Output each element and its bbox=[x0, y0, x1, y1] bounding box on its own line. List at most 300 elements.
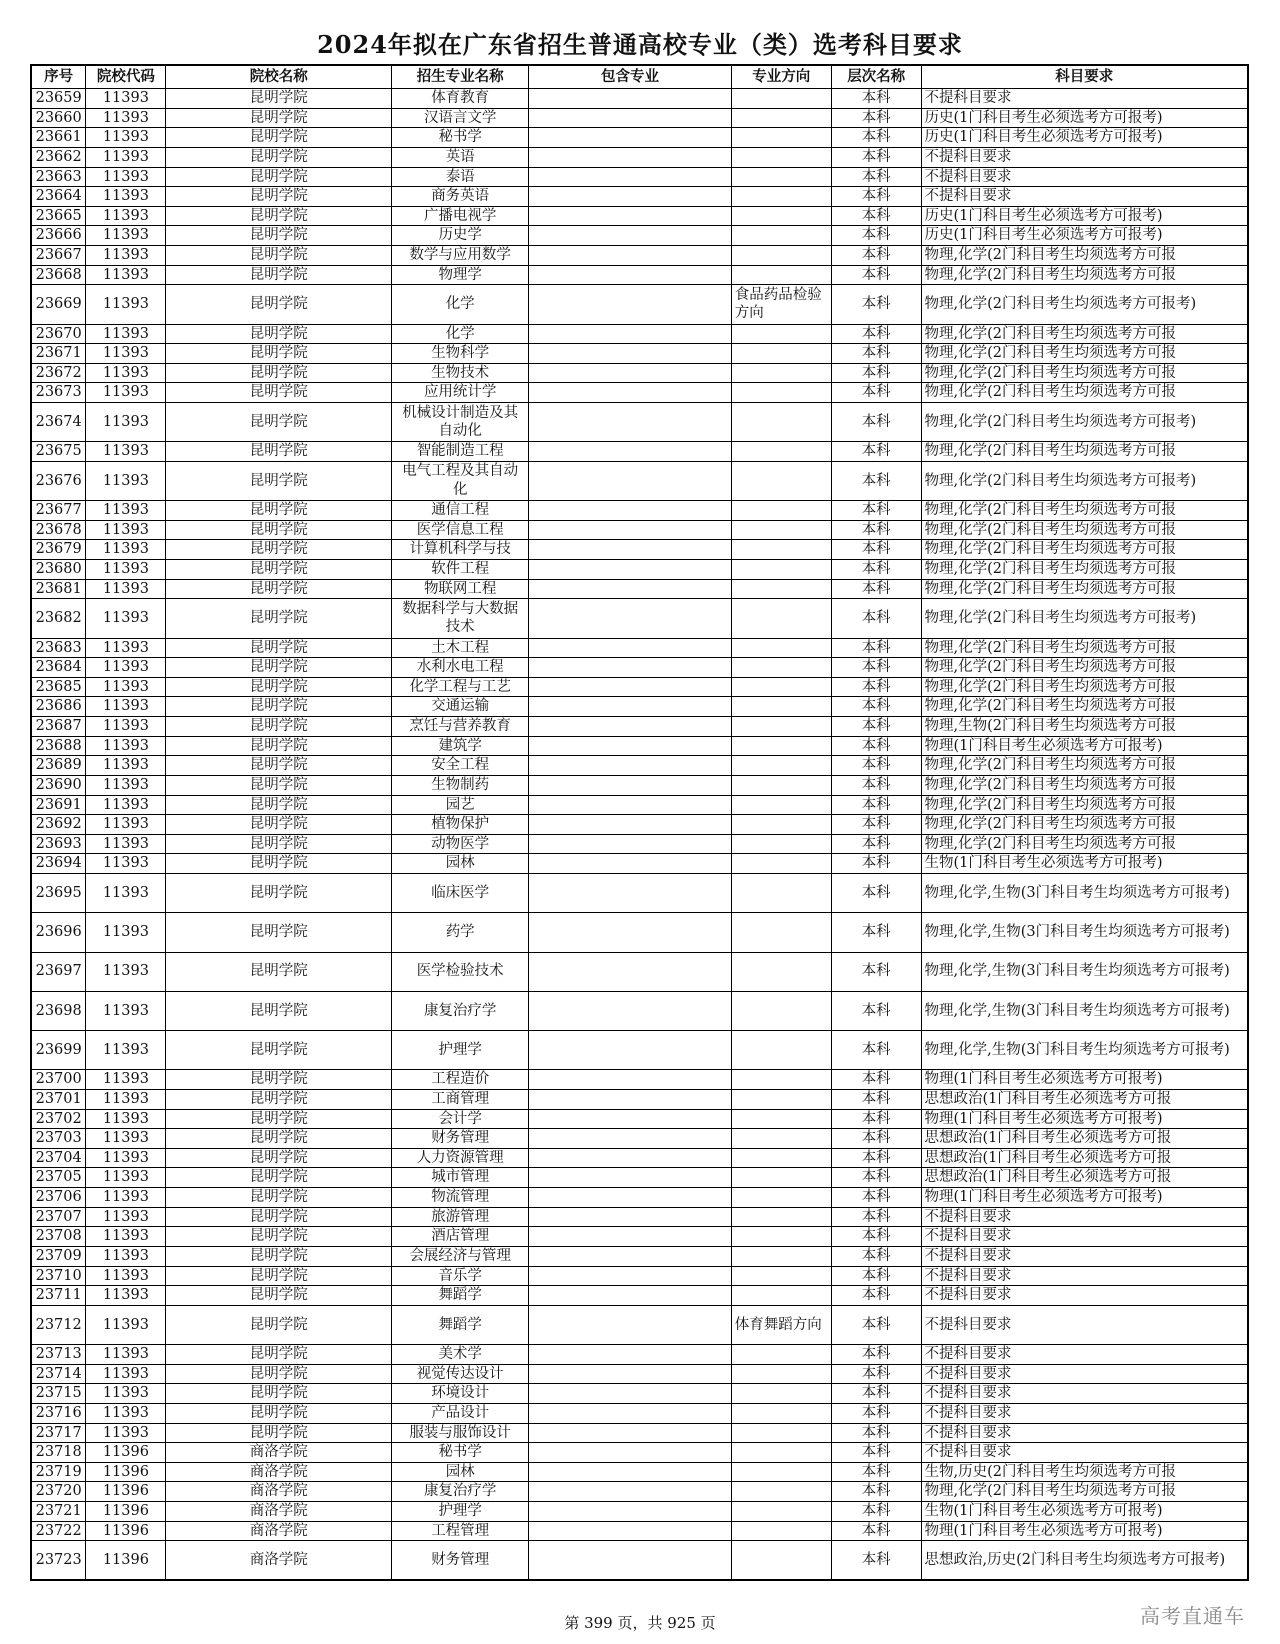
cell-included-majors bbox=[529, 403, 731, 442]
cell-index: 23675 bbox=[31, 442, 86, 462]
cell-index: 23691 bbox=[31, 795, 86, 815]
cell-major-direction bbox=[731, 89, 831, 109]
cell-subject-requirement: 物理,化学(2门科目考生均须选考方可报 bbox=[921, 658, 1248, 678]
cell-school-name: 昆明学院 bbox=[166, 775, 392, 795]
cell-index: 23684 bbox=[31, 658, 86, 678]
table-row bbox=[31, 775, 1248, 795]
table-row bbox=[31, 1109, 1248, 1129]
cell-school-name: 昆明学院 bbox=[166, 1345, 392, 1365]
cell-included-majors bbox=[529, 363, 731, 383]
cell-major-name: 物联网工程 bbox=[392, 579, 529, 599]
cell-school-code: 11393 bbox=[86, 1148, 166, 1168]
cell-subject-requirement: 不提科目要求 bbox=[921, 1286, 1248, 1306]
cell-school-name: 昆明学院 bbox=[166, 599, 392, 638]
table-row bbox=[31, 717, 1248, 737]
cell-level: 本科 bbox=[831, 560, 921, 580]
cell-major-name: 生物制药 bbox=[392, 775, 529, 795]
table-row bbox=[31, 363, 1248, 383]
cell-major-direction bbox=[731, 1207, 831, 1227]
cell-major-direction bbox=[731, 324, 831, 344]
cell-school-name: 商洛学院 bbox=[166, 1502, 392, 1522]
cell-index: 23707 bbox=[31, 1207, 86, 1227]
cell-included-majors bbox=[529, 1266, 731, 1286]
cell-school-code: 11393 bbox=[86, 1423, 166, 1443]
table-row bbox=[31, 697, 1248, 717]
cell-subject-requirement: 物理,化学(2门科目考生均须选考方可报 bbox=[921, 834, 1248, 854]
cell-included-majors bbox=[529, 147, 731, 167]
table-row bbox=[31, 677, 1248, 697]
cell-school-name: 昆明学院 bbox=[166, 89, 392, 109]
cell-level: 本科 bbox=[831, 147, 921, 167]
cell-school-code: 11393 bbox=[86, 697, 166, 717]
cell-included-majors bbox=[529, 874, 731, 913]
cell-school-code: 11393 bbox=[86, 206, 166, 226]
table-row bbox=[31, 403, 1248, 442]
cell-index: 23711 bbox=[31, 1286, 86, 1306]
cell-school-name: 商洛学院 bbox=[166, 1462, 392, 1482]
cell-subject-requirement: 不提科目要求 bbox=[921, 167, 1248, 187]
cell-level: 本科 bbox=[831, 854, 921, 874]
cell-level: 本科 bbox=[831, 736, 921, 756]
cell-school-code: 11393 bbox=[86, 324, 166, 344]
cell-included-majors bbox=[529, 1109, 731, 1129]
cell-index: 23687 bbox=[31, 717, 86, 737]
cell-index: 23721 bbox=[31, 1502, 86, 1522]
cell-included-majors bbox=[529, 991, 731, 1030]
cell-level: 本科 bbox=[831, 285, 921, 324]
cell-school-name: 昆明学院 bbox=[166, 874, 392, 913]
cell-major-name: 康复治疗学 bbox=[392, 991, 529, 1030]
cell-school-code: 11393 bbox=[86, 1266, 166, 1286]
cell-major-direction bbox=[731, 147, 831, 167]
cell-level: 本科 bbox=[831, 344, 921, 364]
cell-school-code: 11393 bbox=[86, 560, 166, 580]
cell-subject-requirement: 物理,化学(2门科目考生均须选考方可报 bbox=[921, 1482, 1248, 1502]
cell-major-direction bbox=[731, 1286, 831, 1306]
cell-subject-requirement: 物理(1门科目考生必须选考方可报考) bbox=[921, 1188, 1248, 1208]
cell-major-name: 化学 bbox=[392, 285, 529, 324]
cell-subject-requirement: 物理,化学(2门科目考生均须选考方可报 bbox=[921, 815, 1248, 835]
cell-major-direction bbox=[731, 560, 831, 580]
cell-major-direction bbox=[731, 815, 831, 835]
table-row bbox=[31, 1345, 1248, 1365]
table-row bbox=[31, 1129, 1248, 1149]
cell-level: 本科 bbox=[831, 756, 921, 776]
table-row bbox=[31, 658, 1248, 678]
cell-included-majors bbox=[529, 226, 731, 246]
table-row bbox=[31, 442, 1248, 462]
cell-school-name: 昆明学院 bbox=[166, 285, 392, 324]
cell-index: 23682 bbox=[31, 599, 86, 638]
cell-included-majors bbox=[529, 1286, 731, 1306]
cell-school-name: 昆明学院 bbox=[166, 1070, 392, 1090]
cell-school-name: 昆明学院 bbox=[166, 854, 392, 874]
cell-school-code: 11393 bbox=[86, 1227, 166, 1247]
cell-level: 本科 bbox=[831, 1129, 921, 1149]
cell-index: 23673 bbox=[31, 383, 86, 403]
cell-school-name: 昆明学院 bbox=[166, 1168, 392, 1188]
cell-subject-requirement: 物理,化学(2门科目考生均须选考方可报考) bbox=[921, 599, 1248, 638]
cell-level: 本科 bbox=[831, 108, 921, 128]
cell-included-majors bbox=[529, 1462, 731, 1482]
table-row bbox=[31, 285, 1248, 324]
cell-included-majors bbox=[529, 383, 731, 403]
cell-index: 23672 bbox=[31, 363, 86, 383]
cell-school-code: 11393 bbox=[86, 1403, 166, 1423]
cell-subject-requirement: 不提科目要求 bbox=[921, 1364, 1248, 1384]
table-row bbox=[31, 1148, 1248, 1168]
cell-major-direction bbox=[731, 1364, 831, 1384]
cell-major-name: 工商管理 bbox=[392, 1089, 529, 1109]
cell-subject-requirement: 物理,化学(2门科目考生均须选考方可报 bbox=[921, 540, 1248, 560]
cell-school-name: 昆明学院 bbox=[166, 403, 392, 442]
cell-included-majors bbox=[529, 1227, 731, 1247]
cell-school-code: 11393 bbox=[86, 540, 166, 560]
cell-index: 23723 bbox=[31, 1541, 86, 1580]
cell-subject-requirement: 物理,化学(2门科目考生均须选考方可报考) bbox=[921, 403, 1248, 442]
table-row bbox=[31, 599, 1248, 638]
cell-major-name: 物理学 bbox=[392, 265, 529, 285]
cell-school-name: 昆明学院 bbox=[166, 1403, 392, 1423]
cell-school-code: 11393 bbox=[86, 1384, 166, 1404]
cell-index: 23714 bbox=[31, 1364, 86, 1384]
cell-school-name: 昆明学院 bbox=[166, 501, 392, 521]
cell-subject-requirement: 物理,化学(2门科目考生均须选考方可报 bbox=[921, 501, 1248, 521]
cell-school-code: 11393 bbox=[86, 344, 166, 364]
cell-included-majors bbox=[529, 1246, 731, 1266]
cell-included-majors bbox=[529, 1070, 731, 1090]
cell-school-code: 11393 bbox=[86, 1109, 166, 1129]
cell-included-majors bbox=[529, 756, 731, 776]
table-row bbox=[31, 756, 1248, 776]
cell-included-majors bbox=[529, 1148, 731, 1168]
cell-major-name: 智能制造工程 bbox=[392, 442, 529, 462]
cell-level: 本科 bbox=[831, 1246, 921, 1266]
cell-level: 本科 bbox=[831, 383, 921, 403]
cell-level: 本科 bbox=[831, 775, 921, 795]
cell-school-name: 昆明学院 bbox=[166, 1109, 392, 1129]
cell-included-majors bbox=[529, 128, 731, 148]
cell-index: 23676 bbox=[31, 461, 86, 500]
cell-school-name: 昆明学院 bbox=[166, 952, 392, 991]
cell-level: 本科 bbox=[831, 1443, 921, 1463]
cell-subject-requirement: 物理,化学(2门科目考生均须选考方可报 bbox=[921, 579, 1248, 599]
cell-major-name: 数学与应用数学 bbox=[392, 246, 529, 266]
cell-included-majors bbox=[529, 108, 731, 128]
cell-index: 23671 bbox=[31, 344, 86, 364]
cell-school-name: 昆明学院 bbox=[166, 1129, 392, 1149]
cell-included-majors bbox=[529, 1521, 731, 1541]
col-header-included-majors: 包含专业 bbox=[529, 65, 731, 89]
cell-school-code: 11393 bbox=[86, 1070, 166, 1090]
cell-level: 本科 bbox=[831, 442, 921, 462]
brand-watermark: 高考直通车 bbox=[1140, 1604, 1245, 1628]
cell-included-majors bbox=[529, 1502, 731, 1522]
cell-index: 23689 bbox=[31, 756, 86, 776]
cell-included-majors bbox=[529, 599, 731, 638]
cell-index: 23663 bbox=[31, 167, 86, 187]
cell-major-name: 人力资源管理 bbox=[392, 1148, 529, 1168]
cell-major-direction bbox=[731, 991, 831, 1030]
cell-major-name: 工程造价 bbox=[392, 1070, 529, 1090]
cell-major-name: 生物科学 bbox=[392, 344, 529, 364]
cell-school-code: 11393 bbox=[86, 991, 166, 1030]
cell-major-name: 临床医学 bbox=[392, 874, 529, 913]
table-row bbox=[31, 226, 1248, 246]
table-row bbox=[31, 540, 1248, 560]
cell-school-code: 11396 bbox=[86, 1502, 166, 1522]
table-row bbox=[31, 344, 1248, 364]
cell-school-code: 11393 bbox=[86, 108, 166, 128]
cell-included-majors bbox=[529, 815, 731, 835]
cell-school-name: 昆明学院 bbox=[166, 167, 392, 187]
cell-index: 23664 bbox=[31, 187, 86, 207]
cell-major-name: 物流管理 bbox=[392, 1188, 529, 1208]
cell-subject-requirement: 物理,化学,生物(3门科目考生均须选考方可报考) bbox=[921, 913, 1248, 952]
table-row bbox=[31, 952, 1248, 991]
cell-school-name: 昆明学院 bbox=[166, 1364, 392, 1384]
cell-major-direction bbox=[731, 442, 831, 462]
cell-subject-requirement: 不提科目要求 bbox=[921, 1305, 1248, 1344]
cell-major-direction bbox=[731, 1384, 831, 1404]
cell-school-code: 11393 bbox=[86, 677, 166, 697]
cell-school-name: 商洛学院 bbox=[166, 1541, 392, 1580]
cell-included-majors bbox=[529, 834, 731, 854]
cell-included-majors bbox=[529, 1541, 731, 1580]
table-row bbox=[31, 108, 1248, 128]
cell-level: 本科 bbox=[831, 1462, 921, 1482]
cell-school-name: 昆明学院 bbox=[166, 226, 392, 246]
cell-major-direction bbox=[731, 206, 831, 226]
table-row bbox=[31, 520, 1248, 540]
cell-index: 23717 bbox=[31, 1423, 86, 1443]
table-row bbox=[31, 1207, 1248, 1227]
table-row bbox=[31, 383, 1248, 403]
cell-subject-requirement: 物理,化学(2门科目考生均须选考方可报 bbox=[921, 560, 1248, 580]
cell-subject-requirement: 物理,化学(2门科目考生均须选考方可报 bbox=[921, 775, 1248, 795]
table-row bbox=[31, 795, 1248, 815]
cell-index: 23662 bbox=[31, 147, 86, 167]
cell-included-majors bbox=[529, 1207, 731, 1227]
cell-major-name: 数据科学与大数据技术 bbox=[392, 599, 529, 638]
cell-index: 23719 bbox=[31, 1462, 86, 1482]
cell-major-name: 护理学 bbox=[392, 1502, 529, 1522]
cell-major-name: 英语 bbox=[392, 147, 529, 167]
cell-subject-requirement: 物理,化学(2门科目考生均须选考方可报 bbox=[921, 756, 1248, 776]
cell-subject-requirement: 物理,化学(2门科目考生均须选考方可报 bbox=[921, 383, 1248, 403]
cell-school-code: 11393 bbox=[86, 1031, 166, 1070]
cell-level: 本科 bbox=[831, 206, 921, 226]
cell-major-name: 安全工程 bbox=[392, 756, 529, 776]
cell-subject-requirement: 生物(1门科目考生必须选考方可报考) bbox=[921, 854, 1248, 874]
cell-school-code: 11396 bbox=[86, 1482, 166, 1502]
cell-included-majors bbox=[529, 285, 731, 324]
cell-school-name: 昆明学院 bbox=[166, 344, 392, 364]
cell-included-majors bbox=[529, 501, 731, 521]
cell-included-majors bbox=[529, 1364, 731, 1384]
cell-school-name: 昆明学院 bbox=[166, 1384, 392, 1404]
cell-major-direction bbox=[731, 854, 831, 874]
cell-subject-requirement: 思想政治(1门科目考生必须选考方可报 bbox=[921, 1148, 1248, 1168]
cell-included-majors bbox=[529, 697, 731, 717]
cell-level: 本科 bbox=[831, 128, 921, 148]
cell-major-name: 计算机科学与技 bbox=[392, 540, 529, 560]
table-row bbox=[31, 206, 1248, 226]
cell-major-direction bbox=[731, 1462, 831, 1482]
cell-level: 本科 bbox=[831, 717, 921, 737]
cell-level: 本科 bbox=[831, 89, 921, 109]
cell-major-direction bbox=[731, 1168, 831, 1188]
cell-level: 本科 bbox=[831, 1168, 921, 1188]
cell-major-name: 舞蹈学 bbox=[392, 1286, 529, 1306]
cell-major-name: 建筑学 bbox=[392, 736, 529, 756]
cell-major-name: 美术学 bbox=[392, 1345, 529, 1365]
cell-school-code: 11393 bbox=[86, 874, 166, 913]
cell-index: 23705 bbox=[31, 1168, 86, 1188]
cell-major-name: 烹饪与营养教育 bbox=[392, 717, 529, 737]
table-row bbox=[31, 834, 1248, 854]
cell-school-name: 昆明学院 bbox=[166, 736, 392, 756]
cell-major-direction bbox=[731, 658, 831, 678]
cell-school-name: 昆明学院 bbox=[166, 795, 392, 815]
cell-level: 本科 bbox=[831, 1502, 921, 1522]
cell-major-direction bbox=[731, 913, 831, 952]
cell-major-direction bbox=[731, 461, 831, 500]
table-row bbox=[31, 1266, 1248, 1286]
cell-school-code: 11393 bbox=[86, 383, 166, 403]
cell-subject-requirement: 物理,化学(2门科目考生均须选考方可报 bbox=[921, 697, 1248, 717]
cell-major-direction bbox=[731, 736, 831, 756]
table-row bbox=[31, 1168, 1248, 1188]
cell-subject-requirement: 思想政治,历史(2门科目考生均须选考方可报考) bbox=[921, 1541, 1248, 1580]
cell-major-name: 交通运输 bbox=[392, 697, 529, 717]
cell-included-majors bbox=[529, 795, 731, 815]
cell-index: 23680 bbox=[31, 560, 86, 580]
cell-level: 本科 bbox=[831, 1423, 921, 1443]
cell-included-majors bbox=[529, 913, 731, 952]
cell-included-majors bbox=[529, 952, 731, 991]
cell-school-name: 昆明学院 bbox=[166, 579, 392, 599]
cell-school-name: 昆明学院 bbox=[166, 1148, 392, 1168]
col-header-school-code: 院校代码 bbox=[86, 65, 166, 89]
cell-major-direction bbox=[731, 1227, 831, 1247]
cell-major-direction bbox=[731, 756, 831, 776]
cell-school-name: 昆明学院 bbox=[166, 363, 392, 383]
cell-school-name: 昆明学院 bbox=[166, 265, 392, 285]
table-row bbox=[31, 1089, 1248, 1109]
cell-school-name: 商洛学院 bbox=[166, 1521, 392, 1541]
cell-major-direction bbox=[731, 1345, 831, 1365]
cell-major-name: 商务英语 bbox=[392, 187, 529, 207]
cell-included-majors bbox=[529, 560, 731, 580]
cell-school-name: 昆明学院 bbox=[166, 717, 392, 737]
cell-major-name: 会展经济与管理 bbox=[392, 1246, 529, 1266]
cell-major-name: 历史学 bbox=[392, 226, 529, 246]
cell-included-majors bbox=[529, 540, 731, 560]
cell-major-direction bbox=[731, 1109, 831, 1129]
cell-level: 本科 bbox=[831, 834, 921, 854]
document-title: 2024年拟在广东省招生普通高校专业（类）选考科目要求 bbox=[317, 30, 963, 59]
cell-school-name: 昆明学院 bbox=[166, 1188, 392, 1208]
cell-included-majors bbox=[529, 206, 731, 226]
cell-major-name: 软件工程 bbox=[392, 560, 529, 580]
cell-level: 本科 bbox=[831, 1364, 921, 1384]
cell-major-name: 医学信息工程 bbox=[392, 520, 529, 540]
cell-index: 23660 bbox=[31, 108, 86, 128]
cell-major-direction bbox=[731, 638, 831, 658]
cell-school-code: 11393 bbox=[86, 403, 166, 442]
cell-index: 23668 bbox=[31, 265, 86, 285]
table-row bbox=[31, 1070, 1248, 1090]
cell-included-majors bbox=[529, 1305, 731, 1344]
cell-index: 23690 bbox=[31, 775, 86, 795]
cell-subject-requirement: 不提科目要求 bbox=[921, 1246, 1248, 1266]
cell-major-direction bbox=[731, 1129, 831, 1149]
cell-subject-requirement: 思想政治(1门科目考生必须选考方可报 bbox=[921, 1089, 1248, 1109]
cell-major-name: 康复治疗学 bbox=[392, 1482, 529, 1502]
cell-index: 23694 bbox=[31, 854, 86, 874]
cell-index: 23670 bbox=[31, 324, 86, 344]
cell-subject-requirement: 不提科目要求 bbox=[921, 89, 1248, 109]
table-row bbox=[31, 1031, 1248, 1070]
table-row bbox=[31, 1482, 1248, 1502]
cell-major-direction bbox=[731, 1246, 831, 1266]
cell-major-direction bbox=[731, 1031, 831, 1070]
cell-level: 本科 bbox=[831, 1227, 921, 1247]
cell-subject-requirement: 不提科目要求 bbox=[921, 1227, 1248, 1247]
cell-level: 本科 bbox=[831, 187, 921, 207]
cell-major-name: 旅游管理 bbox=[392, 1207, 529, 1227]
cell-major-name: 会计学 bbox=[392, 1109, 529, 1129]
cell-subject-requirement: 思想政治(1门科目考生必须选考方可报 bbox=[921, 1129, 1248, 1149]
cell-school-name: 商洛学院 bbox=[166, 1443, 392, 1463]
cell-school-code: 11393 bbox=[86, 579, 166, 599]
cell-major-name: 酒店管理 bbox=[392, 1227, 529, 1247]
cell-index: 23699 bbox=[31, 1031, 86, 1070]
cell-school-name: 昆明学院 bbox=[166, 383, 392, 403]
table-row bbox=[31, 1462, 1248, 1482]
table-row bbox=[31, 815, 1248, 835]
cell-subject-requirement: 生物(1门科目考生必须选考方可报考) bbox=[921, 1502, 1248, 1522]
cell-major-name: 舞蹈学 bbox=[392, 1305, 529, 1344]
table-row bbox=[31, 736, 1248, 756]
cell-subject-requirement: 不提科目要求 bbox=[921, 1266, 1248, 1286]
cell-index: 23706 bbox=[31, 1188, 86, 1208]
cell-major-name: 园林 bbox=[392, 854, 529, 874]
cell-level: 本科 bbox=[831, 501, 921, 521]
cell-level: 本科 bbox=[831, 1109, 921, 1129]
cell-index: 23661 bbox=[31, 128, 86, 148]
cell-school-code: 11393 bbox=[86, 795, 166, 815]
cell-level: 本科 bbox=[831, 874, 921, 913]
cell-school-name: 昆明学院 bbox=[166, 658, 392, 678]
cell-major-direction bbox=[731, 834, 831, 854]
cell-school-name: 昆明学院 bbox=[166, 442, 392, 462]
cell-major-direction bbox=[731, 1070, 831, 1090]
cell-school-code: 11393 bbox=[86, 147, 166, 167]
cell-subject-requirement: 物理,化学(2门科目考生均须选考方可报 bbox=[921, 344, 1248, 364]
cell-index: 23686 bbox=[31, 697, 86, 717]
cell-subject-requirement: 物理(1门科目考生必须选考方可报考) bbox=[921, 1070, 1248, 1090]
cell-major-name: 视觉传达设计 bbox=[392, 1364, 529, 1384]
cell-major-direction bbox=[731, 226, 831, 246]
cell-included-majors bbox=[529, 1345, 731, 1365]
cell-major-name: 化学 bbox=[392, 324, 529, 344]
cell-included-majors bbox=[529, 265, 731, 285]
table-row bbox=[31, 89, 1248, 109]
cell-subject-requirement: 物理(1门科目考生必须选考方可报考) bbox=[921, 736, 1248, 756]
cell-level: 本科 bbox=[831, 265, 921, 285]
